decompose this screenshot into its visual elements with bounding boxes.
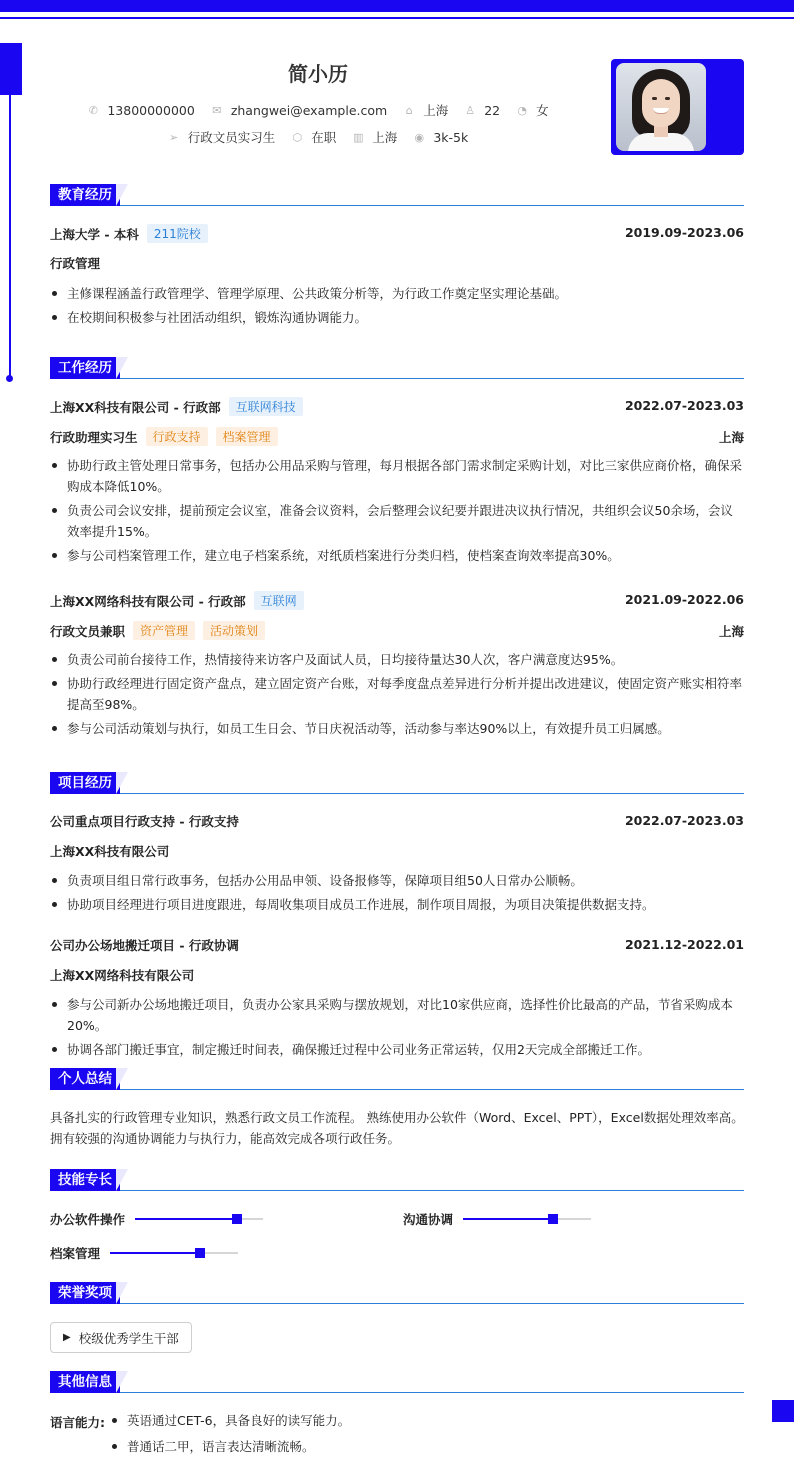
project-date: 2022.07-2023.03 bbox=[624, 813, 744, 828]
skill-level-knob bbox=[195, 1248, 205, 1258]
phone-text: 13800000000 bbox=[107, 102, 195, 118]
list-item: 在校期间积极参与社团活动组织，锻炼沟通协调能力。 bbox=[50, 307, 744, 328]
list-item: 英语通过CET-6，具备良好的读写能力。 bbox=[110, 1410, 350, 1431]
project-company: 上海XX网络科技有限公司 bbox=[50, 968, 195, 983]
email-item bbox=[211, 103, 387, 118]
list-item: 参与公司档案管理工作，建立电子档案系统，对纸质档案进行分类归档，使档案查询效率提高30%。 bbox=[50, 545, 744, 566]
skill-name: 办公软件操作 bbox=[50, 1212, 126, 1227]
age-item bbox=[464, 103, 500, 118]
skill-level-bar bbox=[110, 1252, 238, 1254]
role-name: 行政文员兼职 bbox=[50, 623, 126, 639]
project-bullets bbox=[50, 870, 744, 918]
section-title: 个人总结 bbox=[50, 1068, 120, 1090]
company-name: 上海XX网络科技有限公司 - 行政部 bbox=[50, 593, 246, 609]
skill-tag: 活动策划 bbox=[203, 621, 265, 640]
salary-item bbox=[413, 130, 468, 145]
location-icon: ⌂ bbox=[405, 103, 413, 117]
skill-tag: 行政支持 bbox=[146, 427, 208, 446]
play-triangle-icon: ▶ bbox=[63, 1332, 71, 1343]
profile-photo bbox=[616, 63, 706, 151]
school-tag: 211院校 bbox=[147, 224, 208, 243]
building-icon: ▥ bbox=[353, 130, 364, 144]
skill-name: 沟通协调 bbox=[403, 1212, 454, 1227]
photo-frame bbox=[611, 59, 744, 155]
list-item: 协调各部门搬迁事宜，制定搬迁时间表，确保搬迁过程中公司业务正常运转，仅用2天完成全部搬迁工作。 bbox=[50, 1039, 744, 1060]
section-title: 技能专长 bbox=[50, 1169, 120, 1191]
section-title: 其他信息 bbox=[50, 1371, 120, 1393]
language-list bbox=[110, 1410, 350, 1462]
skill-name: 档案管理 bbox=[50, 1246, 101, 1261]
target-city-item bbox=[352, 128, 397, 146]
education-date: 2019.09-2023.06 bbox=[624, 225, 744, 240]
project-date: 2021.12-2022.01 bbox=[624, 937, 744, 952]
work-location: 上海 bbox=[718, 430, 744, 445]
list-item: 主修课程涵盖行政管理学、管理学原理、公共政策分析等，为行政工作奠定坚实理论基础。 bbox=[50, 283, 744, 304]
skill-level-knob bbox=[232, 1214, 242, 1224]
list-item: 协助行政主管处理日常事务，包括办公用品采购与管理，每月根据各部门需求制定采购计划，对比三家供应商价格，确保采购成本降低10%。 bbox=[50, 455, 744, 497]
city-text: 上海 bbox=[423, 103, 449, 118]
age-icon: ♙ bbox=[465, 103, 476, 117]
work-company bbox=[50, 591, 304, 610]
work-location: 上海 bbox=[718, 624, 744, 639]
contact-row bbox=[0, 101, 636, 119]
gender-item bbox=[516, 101, 549, 119]
company-name: 上海XX科技有限公司 - 行政部 bbox=[50, 399, 221, 415]
summary-text: 具备扎实的行政管理专业知识，熟悉行政文员工作流程。 熟练使用办公软件（Word、Excel、PPT），Excel数据处理效率高。 拥有较强的沟通协调能力与执行力，能高效完成各项行政任务。 bbox=[50, 1110, 744, 1146]
work-date: 2021.09-2022.06 bbox=[624, 592, 744, 607]
status-icon: ⬡ bbox=[292, 130, 303, 144]
target-city-text: 上海 bbox=[372, 130, 398, 145]
top-accent-bar bbox=[0, 0, 794, 12]
industry-tag: 互联网科技 bbox=[229, 397, 303, 416]
education-school bbox=[50, 224, 208, 243]
skill-item bbox=[50, 1244, 238, 1262]
gender-text: 女 bbox=[536, 103, 549, 118]
resume-name: 简小历 bbox=[288, 62, 348, 86]
section-other bbox=[50, 1371, 744, 1393]
list-item: 协助行政经理进行固定资产盘点，建立固定资产台账，对每季度盘点差异进行分析并提出改进建议，使固定资产账实相符率提高至98%。 bbox=[50, 673, 744, 715]
list-item: 负责项目组日常行政事务，包括办公用品申领、设备报修等，保障项目组50人日常办公顺畅。 bbox=[50, 870, 744, 891]
list-item: 协助项目经理进行项目进度跟进，每周收集项目成员工作进展，制作项目周报，为项目决策提供数据支持。 bbox=[50, 894, 744, 915]
section-skills bbox=[50, 1169, 744, 1191]
salary-icon: ◉ bbox=[414, 130, 425, 144]
status-item bbox=[291, 128, 336, 146]
section-summary bbox=[50, 1068, 744, 1090]
list-item: 参与公司新办公场地搬迁项目，负责办公家具采购与摆放规划，对比10家供应商，选择性价比最高的产品，节省采购成本20%。 bbox=[50, 994, 744, 1036]
section-title: 工作经历 bbox=[50, 357, 120, 379]
skill-level-knob bbox=[548, 1214, 558, 1224]
section-awards bbox=[50, 1282, 744, 1304]
work-company bbox=[50, 397, 303, 416]
send-icon: ➢ bbox=[169, 130, 179, 144]
list-item: 负责公司前台接待工作，热情接待来访客户及面试人员，日均接待量达30人次，客户满意度达95%。 bbox=[50, 649, 744, 670]
bottom-right-accent bbox=[772, 1400, 794, 1422]
skill-tag: 资产管理 bbox=[133, 621, 195, 640]
list-item: 参与公司活动策划与执行，如员工生日会、节日庆祝活动等，活动参与率达90%以上，有效提升员工归属感。 bbox=[50, 718, 744, 739]
language-label: 语言能力: bbox=[50, 1415, 105, 1430]
skill-level-bar bbox=[135, 1218, 263, 1220]
project-name: 公司重点项目行政支持 - 行政支持 bbox=[50, 814, 239, 829]
phone-icon: ✆ bbox=[88, 103, 98, 117]
target-job-item bbox=[168, 128, 276, 146]
work-bullets bbox=[50, 649, 744, 742]
age-text: 22 bbox=[484, 102, 501, 118]
work-bullets bbox=[50, 455, 744, 569]
role-name: 行政助理实习生 bbox=[50, 429, 138, 445]
skill-item bbox=[50, 1210, 263, 1228]
education-major: 行政管理 bbox=[50, 256, 101, 271]
project-company: 上海XX科技有限公司 bbox=[50, 844, 170, 859]
skill-tag: 档案管理 bbox=[216, 427, 278, 446]
industry-tag: 互联网 bbox=[254, 591, 304, 610]
left-accent-dot bbox=[6, 375, 13, 382]
skill-level-bar bbox=[463, 1218, 591, 1220]
work-date: 2022.07-2023.03 bbox=[624, 398, 744, 413]
section-title: 荣誉奖项 bbox=[50, 1282, 120, 1304]
mail-icon: ✉ bbox=[212, 103, 222, 117]
list-item: 负责公司会议安排，提前预定会议室，准备会议资料，会后整理会议纪要并跟进决议执行情况，共组织会议50余场，会议效率提升15%。 bbox=[50, 500, 744, 542]
section-education bbox=[50, 184, 744, 206]
salary-text: 3k-5k bbox=[433, 129, 469, 145]
email-text: zhangwei@example.com bbox=[230, 102, 388, 118]
top-accent-line bbox=[0, 17, 794, 19]
list-item: 普通话二甲，语言表达清晰流畅。 bbox=[110, 1436, 350, 1457]
project-bullets bbox=[50, 994, 744, 1063]
section-title: 教育经历 bbox=[50, 184, 120, 206]
work-role bbox=[50, 427, 278, 446]
status-text: 在职 bbox=[311, 130, 337, 145]
education-bullets bbox=[50, 283, 744, 331]
city-item bbox=[403, 101, 448, 119]
section-projects bbox=[50, 772, 744, 794]
phone-item bbox=[87, 103, 194, 118]
school-name: 上海大学 - 本科 bbox=[50, 226, 139, 242]
section-work bbox=[50, 357, 744, 379]
award-text: 校级优秀学生干部 bbox=[78, 1330, 179, 1346]
gender-icon: ◔ bbox=[517, 103, 527, 117]
award-item bbox=[50, 1322, 192, 1353]
section-title: 项目经历 bbox=[50, 772, 120, 794]
work-role bbox=[50, 621, 265, 640]
project-name: 公司办公场地搬迁项目 - 行政协调 bbox=[50, 938, 239, 953]
intention-row bbox=[0, 128, 636, 146]
target-job-text: 行政文员实习生 bbox=[187, 130, 276, 145]
skill-item bbox=[403, 1210, 591, 1228]
